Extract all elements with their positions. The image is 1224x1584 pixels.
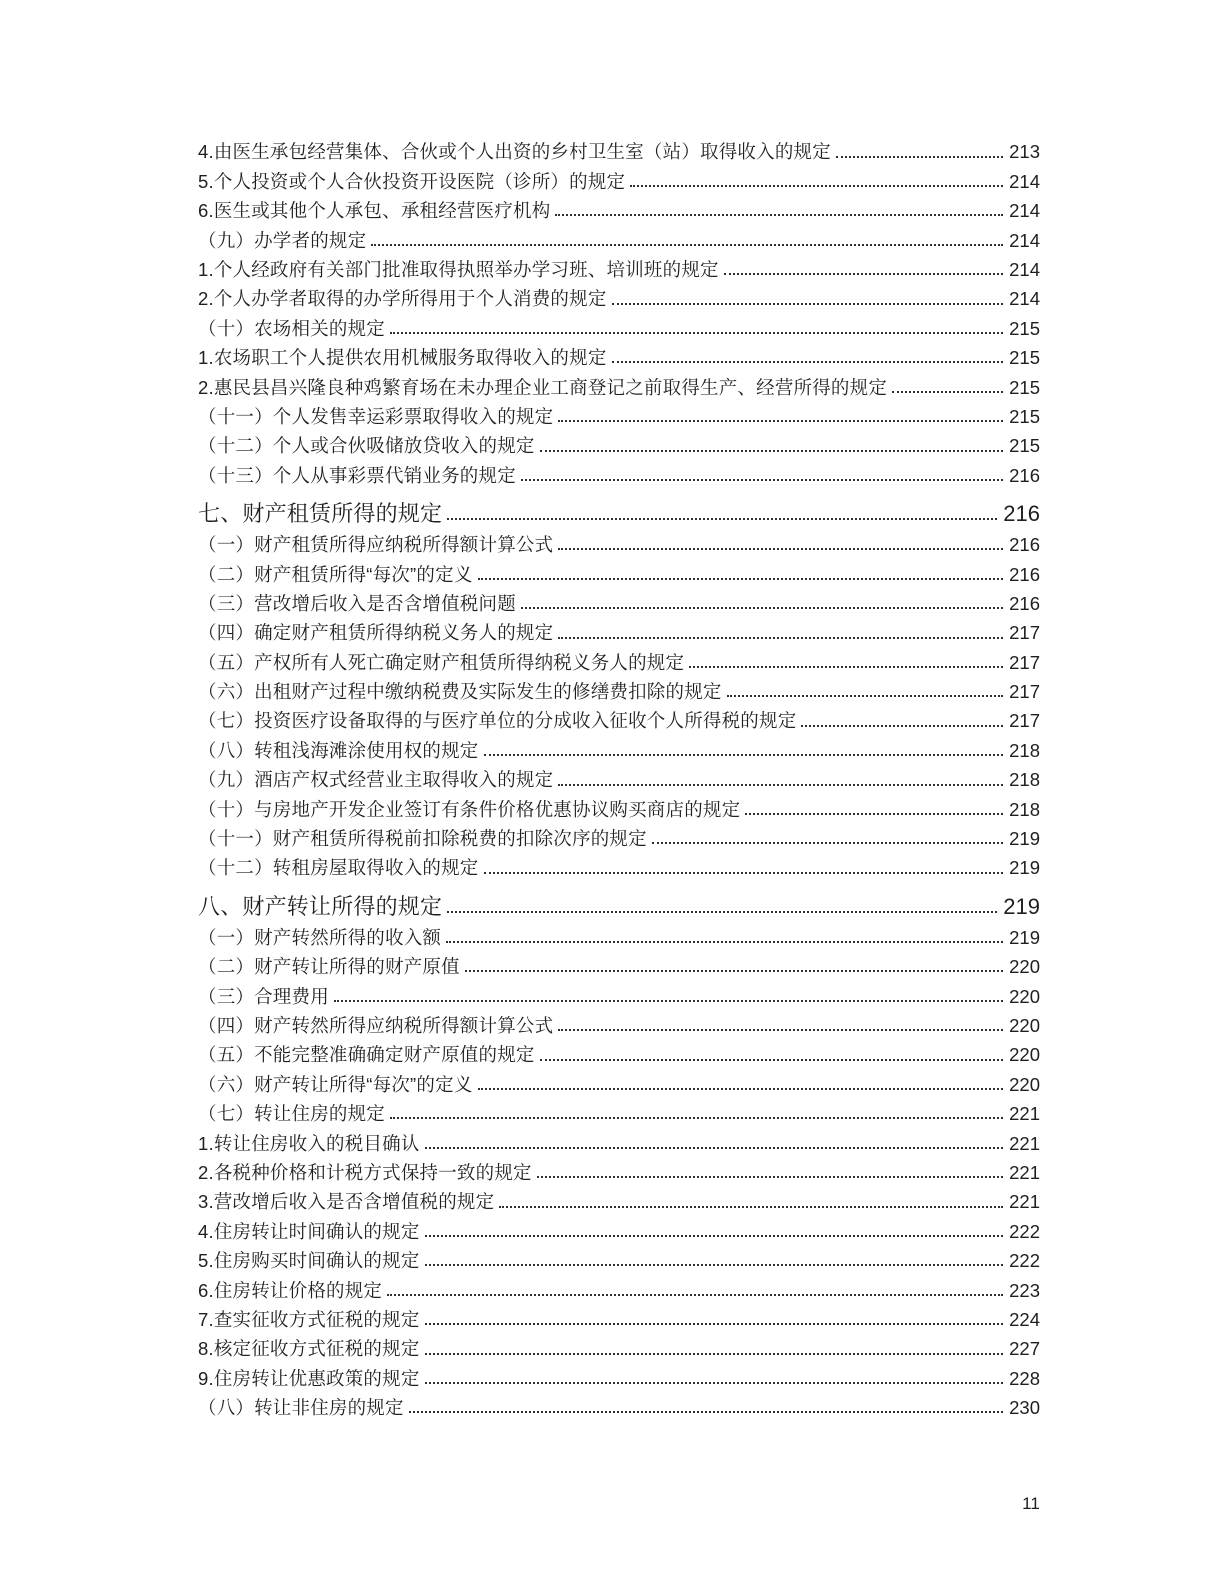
toc-entry-page: 220 [1009,1073,1040,1095]
toc-entry-title: 2.各税种价格和计税方式保持一致的规定 [198,1161,532,1183]
toc-entry [198,314,1040,343]
toc-leader-dots [425,1264,1004,1266]
toc-entry-title: 2.惠民县昌兴隆良种鸡繁育场在未办理企业工商登记之前取得生产、经营所得的规定 [198,376,888,398]
toc-entry [198,825,1040,854]
toc-entry [198,982,1040,1011]
toc-entry [198,1159,1040,1188]
toc-entry-title: 7.查实征收方式征税的规定 [198,1308,420,1330]
toc-entry-page: 220 [1009,985,1040,1007]
toc-entry [198,226,1040,255]
toc-entry-title: （九）办学者的规定 [198,229,367,251]
toc-entry [198,138,1040,167]
toc-entry-page: 230 [1009,1397,1040,1419]
toc-entry-page: 220 [1009,956,1040,978]
toc-entry-page: 228 [1009,1367,1040,1389]
toc-entry [198,1129,1040,1158]
toc-entry-title: （十）与房地产开发企业签订有条件价格优惠协议购买商店的规定 [198,798,741,820]
toc-leader-dots [465,970,1003,972]
toc-entry-title: 6.医生或其他个人承包、承租经营医疗机构 [198,200,551,222]
toc-entry-title: （三）合理费用 [198,985,329,1007]
toc-leader-dots [447,911,997,913]
toc-entry-page: 216 [1003,501,1040,527]
toc-leader-dots [540,1059,1004,1061]
toc-entry [198,344,1040,373]
toc-entry-page: 217 [1009,681,1040,703]
toc-entry [198,648,1040,677]
toc-leader-dots [558,548,1003,550]
toc-leader-dots [612,361,1004,363]
toc-entry-title: （十一）个人发售幸运彩票取得收入的规定 [198,405,554,427]
toc-entry [198,1188,1040,1217]
toc-leader-dots [727,695,1004,697]
toc-leader-dots [836,156,1003,158]
toc-entry [198,923,1040,952]
toc-entry-page: 213 [1009,141,1040,163]
toc-entry-page: 218 [1009,739,1040,761]
toc-leader-dots [409,1411,1003,1413]
toc-entry-page: 224 [1009,1308,1040,1330]
toc-leader-dots [390,1117,1003,1119]
toc-leader-dots [537,1176,1003,1178]
toc-entry [198,285,1040,314]
toc-entry-title: （七）转让住房的规定 [198,1103,386,1125]
toc-entry-title: （十）农场相关的规定 [198,317,386,339]
toc-entry-title: 3.营改增后收入是否含增值税的规定 [198,1191,495,1213]
toc-leader-dots [425,1382,1004,1384]
toc-leader-dots [425,1147,1004,1149]
toc-entry-page: 223 [1009,1279,1040,1301]
toc-entry-page: 218 [1009,798,1040,820]
toc-entry-title: （十一）财产租赁所得税前扣除税费的扣除次序的规定 [198,828,647,850]
toc-leader-dots [446,941,1003,943]
toc-entry-page: 221 [1009,1103,1040,1125]
toc-entry-title: 5.住房购买时间确认的规定 [198,1250,420,1272]
toc-entry-page: 222 [1009,1220,1040,1242]
toc-list [198,138,1040,1423]
toc-entry [198,256,1040,285]
toc-entry-title: 八、财产转让所得的规定 [198,893,443,919]
toc-leader-dots [612,303,1004,305]
toc-leader-dots [630,185,1003,187]
toc-entry-title: （五）不能完整准确确定财产原值的规定 [198,1044,535,1066]
toc-entry-page: 215 [1009,405,1040,427]
toc-leader-dots [371,244,1003,246]
toc-entry-page: 220 [1009,1014,1040,1036]
toc-leader-dots [447,518,997,520]
toc-leader-dots [801,725,1003,727]
toc-entry-title: （四）财产转然所得应纳税所得额计算公式 [198,1014,554,1036]
toc-leader-dots [425,1323,1004,1325]
toc-entry [198,1247,1040,1276]
toc-entry [198,1364,1040,1393]
toc-leader-dots [558,784,1003,786]
toc-entry-page: 214 [1009,229,1040,251]
toc-leader-dots [540,450,1004,452]
toc-entry-page: 221 [1009,1132,1040,1154]
toc-leader-dots [652,842,1003,844]
toc-leader-dots [521,479,1003,481]
toc-entry [198,619,1040,648]
toc-entry-title: 2.个人办学者取得的办学所得用于个人消费的规定 [198,288,607,310]
toc-leader-dots [425,1235,1004,1237]
toc-entry-page: 219 [1009,926,1040,948]
toc-entry [198,589,1040,618]
toc-entry-title: （二）财产租赁所得“每次”的定义 [198,563,473,585]
toc-entry-page: 219 [1009,828,1040,850]
toc-leader-dots [478,1088,1004,1090]
toc-entry-page: 214 [1009,288,1040,310]
toc-entry-page: 217 [1009,710,1040,732]
toc-entry-page: 214 [1009,170,1040,192]
toc-entry-page: 214 [1009,259,1040,280]
toc-entry-title: （七）投资医疗设备取得的与医疗单位的分成收入征收个人所得税的规定 [198,710,797,732]
toc-entry-title: 5.个人投资或个人合伙投资开设医院（诊所）的规定 [198,170,626,192]
toc-leader-dots [558,1029,1003,1031]
toc-entry [198,795,1040,824]
toc-entry-title: （三）营改增后收入是否含增值税问题 [198,592,516,614]
toc-entry-title: （五）产权所有人死亡确定财产租赁所得纳税义务人的规定 [198,651,685,673]
toc-entry [198,1335,1040,1364]
toc-leader-dots [499,1206,1003,1208]
toc-entry [198,167,1040,196]
toc-leader-dots [484,872,1004,874]
toc-entry-title: （一）财产租赁所得应纳税所得额计算公式 [198,534,554,556]
toc-entry-title: 4.住房转让时间确认的规定 [198,1220,420,1242]
toc-entry-title: 1.农场职工个人提供农用机械服务取得收入的规定 [198,347,607,369]
toc-entry [198,197,1040,226]
toc-entry-page: 227 [1009,1338,1040,1360]
toc-entry-page: 218 [1009,769,1040,791]
toc-entry-page: 217 [1009,651,1040,673]
toc-entry [198,1305,1040,1334]
toc-entry-title: （十二）个人或合伙吸储放贷收入的规定 [198,435,535,457]
toc-entry [198,1100,1040,1129]
toc-leader-dots [689,666,1003,668]
toc-entry-title: （八）转让非住房的规定 [198,1397,404,1419]
toc-leader-dots [521,607,1003,609]
toc-leader-dots [558,637,1003,639]
toc-entry-title: 七、财产租赁所得的规定 [198,501,443,527]
toc-entry-page: 219 [1003,893,1040,919]
toc-entry [198,953,1040,982]
toc-entry [198,498,1040,531]
toc-entry-title: （二）财产转让所得的财产原值 [198,956,460,978]
toc-leader-dots [478,578,1004,580]
toc-entry-page: 215 [1009,347,1040,369]
toc-entry [198,432,1040,461]
toc-entry-title: （九）酒店产权式经营业主取得收入的规定 [198,769,554,791]
toc-entry-title: 1.个人经政府有关部门批准取得执照举办学习班、培训班的规定 [198,259,719,280]
toc-entry [198,890,1040,923]
toc-entry [198,560,1040,589]
toc-entry [198,373,1040,402]
toc-entry-page: 215 [1009,435,1040,457]
toc-leader-dots [558,420,1003,422]
toc-entry-title: （十二）转租房屋取得收入的规定 [198,857,479,879]
toc-entry-page: 221 [1009,1191,1040,1213]
toc-entry-page: 216 [1009,563,1040,585]
toc-entry [198,1012,1040,1041]
toc-entry-title: （一）财产转然所得的收入额 [198,926,442,948]
toc-entry [198,678,1040,707]
toc-entry [198,1217,1040,1246]
toc-entry [198,766,1040,795]
toc-entry [198,461,1040,490]
toc-leader-dots [555,214,1003,216]
toc-leader-dots [387,1294,1003,1296]
toc-leader-dots [724,273,1003,275]
toc-entry-page: 216 [1009,592,1040,614]
toc-entry-page: 215 [1009,317,1040,339]
toc-entry-page: 216 [1009,464,1040,486]
page-number: 11 [1022,1494,1040,1513]
toc-entry-title: （六）出租财产过程中缴纳税费及实际发生的修缮费扣除的规定 [198,681,722,703]
toc-entry-page: 215 [1009,376,1040,398]
toc-entry-page: 217 [1009,622,1040,644]
toc-entry-title: 4.由医生承包经营集体、合伙或个人出资的乡村卫生室（站）取得收入的规定 [198,141,831,163]
toc-entry [198,531,1040,560]
toc-entry-page: 220 [1009,1044,1040,1066]
toc-entry [198,1070,1040,1099]
toc-entry-page: 216 [1009,534,1040,556]
toc-entry [198,1041,1040,1070]
toc-entry-title: 8.核定征收方式征税的规定 [198,1338,420,1360]
toc-leader-dots [745,813,1003,815]
toc-entry [198,403,1040,432]
toc-leader-dots [892,391,1003,393]
toc-leader-dots [390,332,1003,334]
toc-entry-title: 1.转让住房收入的税目确认 [198,1132,420,1154]
toc-entry-title: （四）确定财产租赁所得纳税义务人的规定 [198,622,554,644]
toc-entry [198,707,1040,736]
toc-entry-title: （八）转租浅海滩涂使用权的规定 [198,739,479,761]
toc-entry-page: 222 [1009,1250,1040,1272]
toc-entry-title: 6.住房转让价格的规定 [198,1279,383,1301]
toc-entry-title: 9.住房转让优惠政策的规定 [198,1367,420,1389]
toc-entry-title: （六）财产转让所得“每次”的定义 [198,1073,473,1095]
toc-entry [198,736,1040,765]
toc-entry-title: （十三）个人从事彩票代销业务的规定 [198,464,516,486]
toc-leader-dots [484,754,1004,756]
toc-entry-page: 219 [1009,857,1040,879]
toc-leader-dots [334,1000,1003,1002]
toc-entry [198,1394,1040,1423]
toc-leader-dots [425,1353,1004,1355]
toc-entry [198,1276,1040,1305]
toc-entry [198,854,1040,883]
toc-entry-page: 221 [1009,1161,1040,1183]
toc-entry-page: 214 [1009,200,1040,222]
